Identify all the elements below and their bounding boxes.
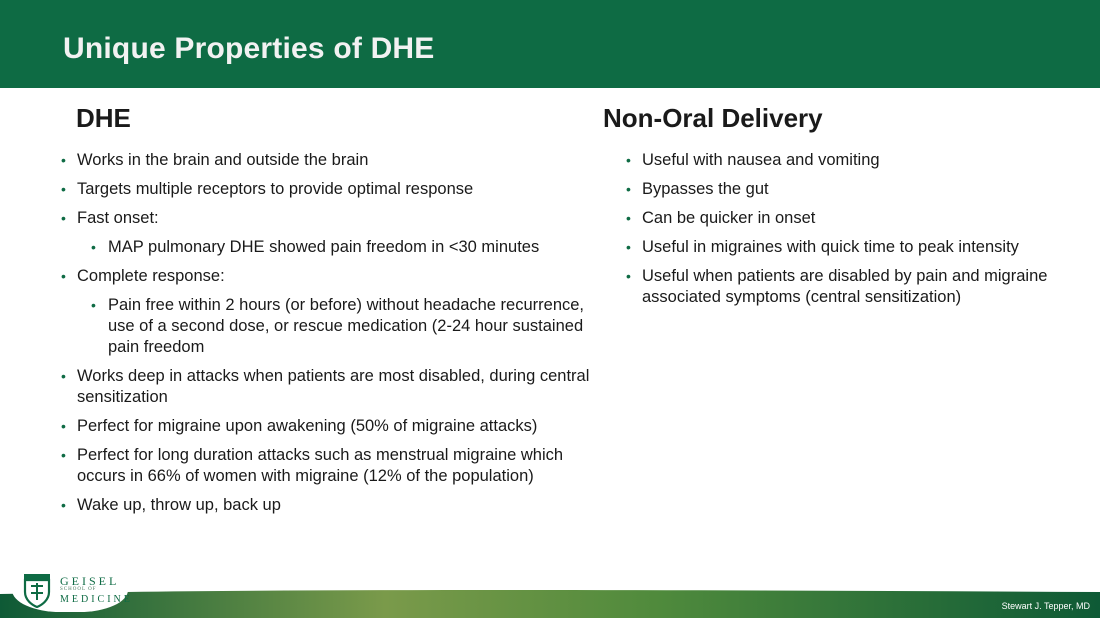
bullet-item — [55, 208, 600, 229]
bullet-icon: • — [91, 239, 96, 255]
bullet-text: Complete response: — [77, 267, 225, 285]
bullet-icon: • — [626, 152, 631, 168]
bullet-item — [620, 266, 1080, 308]
bullet-item — [55, 416, 600, 437]
logo-text-medicine: MEDICINE — [60, 594, 133, 605]
bullet-icon: • — [61, 368, 66, 384]
bullet-icon: • — [61, 152, 66, 168]
bullet-text: Useful when patients are disabled by pain and migraine associated symptoms (central sensitization) — [642, 267, 1048, 306]
bullet-text: Useful in migraines with quick time to peak intensity — [642, 238, 1019, 256]
bullet-icon: • — [61, 210, 66, 226]
shield-icon — [20, 572, 54, 608]
bullet-item — [55, 445, 600, 487]
bullet-text: Works deep in attacks when patients are most disabled, during central sensitization — [77, 367, 590, 406]
bullet-item — [620, 208, 1080, 229]
logo-text-school-of: SCHOOL OF — [60, 587, 97, 592]
sub-bullet-item — [55, 295, 600, 358]
slide-title: Unique Properties of DHE — [63, 32, 435, 65]
bullet-icon: • — [626, 239, 631, 255]
right-column-heading: Non-Oral Delivery — [603, 103, 823, 133]
bullet-text: Pain free within 2 hours (or before) without headache recurrence, use of a second dose, or rescue medication (2-24 hour sustained pain freedom — [108, 296, 585, 356]
bullet-text: Wake up, throw up, back up — [77, 496, 281, 514]
title-bar — [0, 0, 1100, 88]
bullet-text: Fast onset: — [77, 209, 159, 227]
sub-bullet-item — [55, 237, 600, 258]
bullet-icon: • — [61, 268, 66, 284]
bullet-icon: • — [626, 210, 631, 226]
bullet-text: Useful with nausea and vomiting — [642, 151, 880, 169]
bullet-text: Targets multiple receptors to provide optimal response — [77, 180, 474, 198]
bullet-icon: • — [61, 447, 66, 463]
bullet-item — [620, 179, 1080, 200]
bullet-text: Works in the brain and outside the brain — [77, 151, 369, 169]
left-bullet-list — [55, 150, 600, 524]
bullet-icon: • — [91, 297, 96, 313]
bullet-icon: • — [61, 497, 66, 513]
bullet-text: Bypasses the gut — [642, 180, 769, 198]
bullet-icon: • — [626, 268, 631, 284]
bullet-item — [55, 150, 600, 171]
bullet-item — [55, 366, 600, 408]
bullet-item — [620, 150, 1080, 171]
bullet-text: Perfect for long duration attacks such as menstrual migraine which occurs in 66% of women with migraine (12% of the population) — [77, 446, 564, 485]
left-column-heading: DHE — [76, 103, 131, 133]
author-credit: Stewart J. Tepper, MD — [1001, 601, 1090, 611]
bullet-icon: • — [626, 181, 631, 197]
logo-text-geisel: GEISEL — [60, 574, 120, 588]
bullet-icon: • — [61, 181, 66, 197]
bullet-item — [55, 179, 600, 200]
bullet-text: Perfect for migraine upon awakening (50% of migraine attacks) — [77, 417, 538, 435]
bullet-item — [55, 266, 600, 287]
bullet-text: MAP pulmonary DHE showed pain freedom in <30 minutes — [108, 238, 540, 256]
bullet-text: Can be quicker in onset — [642, 209, 816, 227]
geisel-logo — [12, 568, 133, 612]
right-bullet-list — [620, 150, 1080, 316]
footer-band — [0, 588, 1100, 618]
bullet-item — [55, 495, 600, 516]
bullet-item — [620, 237, 1080, 258]
bullet-icon: • — [61, 418, 66, 434]
